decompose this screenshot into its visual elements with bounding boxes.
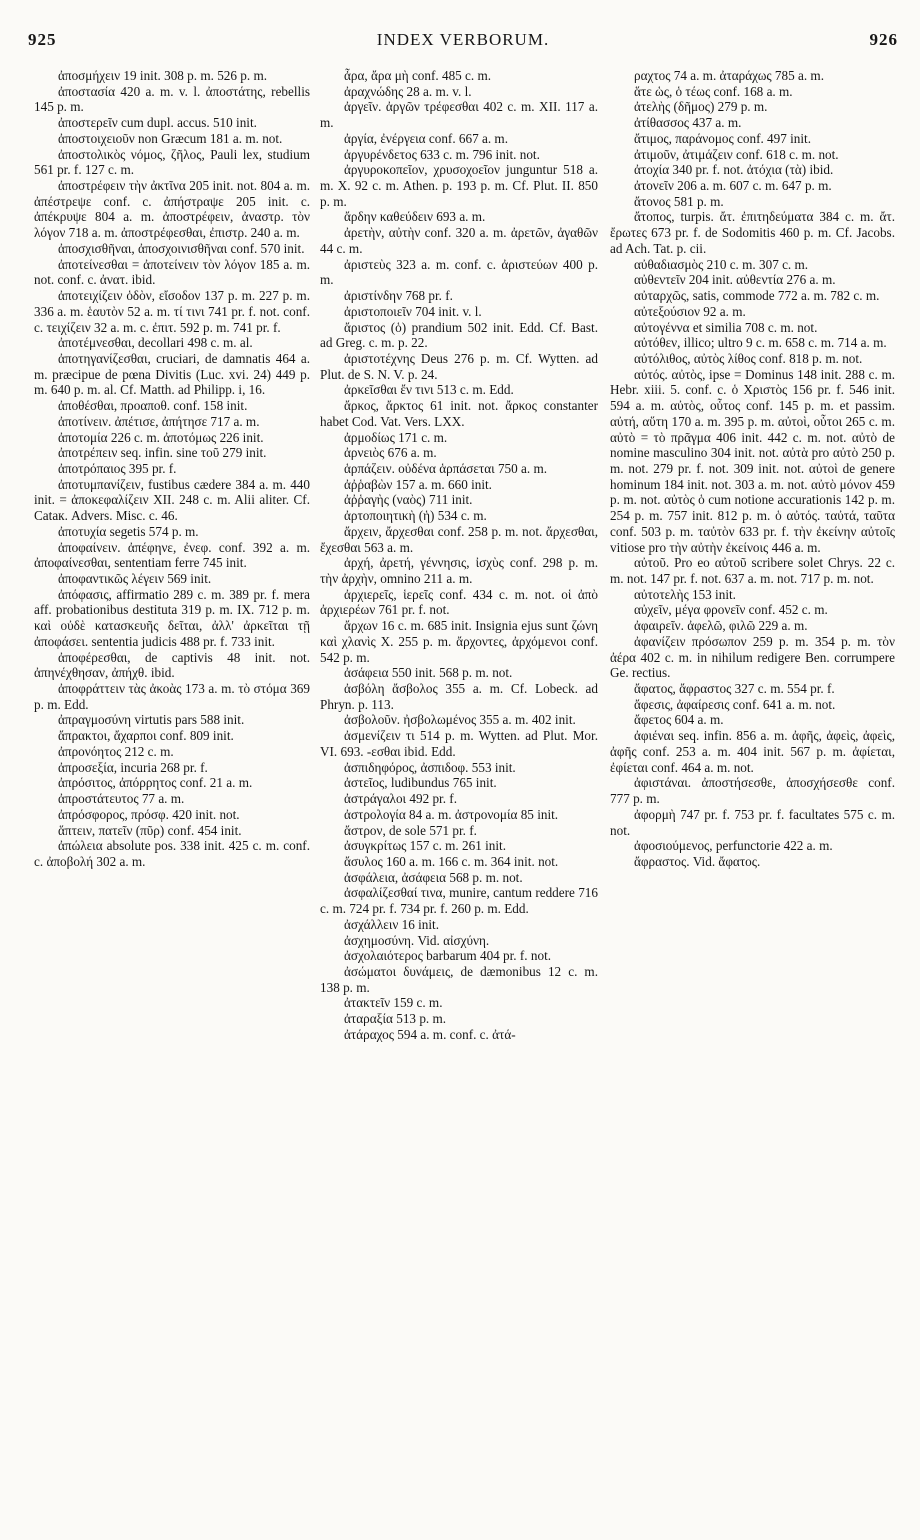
index-entry: ἁρπάζειν. οὐδένα ἁρπάσεται 750 a. m.	[344, 460, 548, 476]
index-entry: ἄριστος (ὁ) prandium 502 init. Edd. Cf. Bast. ad Greg. c. m. p. 22.	[320, 319, 598, 351]
index-entry: ἀρτοποιητικὴ (ἡ) 534 c. m.	[344, 508, 487, 524]
index-entry: ἀργεῖν. ἀργῶν τρέφεσθαι 402 c. m. XII. 117 a. m.	[320, 99, 598, 131]
index-entry: ἀποτρόπαιος 395 pr. f.	[58, 460, 177, 476]
index-entry: ἀρετὴν, αὐτὴν conf. 320 a. m. ἀρετῶν, ἀγαθῶν 44 c. m.	[320, 225, 598, 256]
index-entry: ἀπώλεια absolute pos. 338 init. 425 c. m. conf. c. ἀποβολή 302 a. m.	[34, 838, 310, 869]
index-entry: ἀταραξία 513 p. m.	[344, 1011, 447, 1027]
index-entry: ἀφιστάναι. ἀποστήσεσθε, ἀποσχήσεσθε conf. 777 p. m.	[610, 775, 895, 807]
index-entry: ἀποστοιχειοῦν non Græcum 181 a. m. not.	[58, 130, 283, 146]
index-entry: ἀτακτεῖν 159 c. m.	[344, 995, 443, 1011]
index-entry: ἀποτηγανίζεσθαι, cruciari, de damnatis 464 a. m. præcipue de pœna Divitis (Luc. xvi. 24) 449 p. m. 640 p. m. al. Cf. Matth. ad Philipp. i, 16.	[34, 350, 310, 398]
index-entry: ἀσάφεια 550 init. 568 p. m. not.	[344, 665, 513, 681]
index-entry: αὐτοτελὴς 153 init.	[634, 586, 736, 602]
index-entry: ἅπτειν, πατεῖν (πῦρ) conf. 454 init.	[58, 822, 242, 838]
index-entry: ἀφανίζειν πρόσωπον 259 p. m. 354 p. m. τὸν ἀέρα 402 c. m. in nihilum redigere Ben. corrumpere Ge. rectius.	[610, 633, 895, 681]
index-column-3	[610, 68, 895, 1530]
index-entry: ἀποφαντικῶς λέγειν 569 init.	[58, 571, 212, 586]
index-entry: αὐθαδιασμὸς 210 c. m. 307 c. m.	[634, 256, 809, 272]
index-entry: ἀποτυμπανίζειν, fustibus cædere 384 a. m. 440 init. = ἀποκεφαλίζειν XII. 248 c. m. Alii aliter. Cf. Cataк. Advers. Misc. c. 46.	[34, 476, 310, 524]
index-entry: ἀστρολογία 84 a. m. ἀστρονομία 85 init.	[344, 806, 559, 822]
index-entry: ἀποτέμνεσθαι, decollari 498 c. m. al.	[58, 335, 253, 351]
index-entry: ἄσυλος 160 a. m. 166 c. m. 364 init. not.	[344, 853, 559, 869]
index-entry: ἀποφράττειν τὰς ἀκοὰς 173 a. m. τὸ στόμα 369 p. m. Edd.	[34, 681, 310, 712]
index-entry: ἀποτρέπειν seq. infin. sine τοῦ 279 init.	[58, 445, 267, 461]
index-entry: ἀποφαίνειν. ἀπέφηνε, ἐνεφ. conf. 392 a. m. ἀποφαίνεσθαι, sententiam ferre 745 init.	[34, 539, 310, 571]
index-entry: ἀῤῥαβὼν 157 a. m. 660 init.	[344, 476, 492, 492]
index-entry: ἀποτυχία segetis 574 p. m.	[58, 523, 199, 539]
index-entry: αὐταρχῶς, satis, commode 772 a. m. 782 c. m.	[634, 288, 880, 304]
index-entry: ἀποστερεῖν cum dupl. accus. 510 init.	[58, 115, 257, 131]
index-entry: ἀσπιδηφόρος, ἀσπιδοφ. 553 init.	[344, 759, 516, 775]
index-entry: ἀποθέσθαι, προαποθ. conf. 158 init.	[58, 398, 248, 414]
index-entry: ἄφετος 604 a. m.	[634, 712, 724, 728]
index-entry: ἀποτομία 226 c. m. ἀποτόμως 226 init.	[58, 429, 264, 445]
index-entry: ἀπρόσφορος, πρόσφ. 420 init. not.	[58, 806, 240, 822]
index-entry: ἀτάραχος 594 a. m. conf. c. ἀτά-	[344, 1026, 516, 1042]
index-entry: ἀσχάλλειν 16 init.	[344, 916, 439, 932]
index-entry: ἄτοπος, turpis. ἄτ. ἐπιτηδεύματα 384 c. m. ἄτ. ἔρωτες 673 pr. f. de Sodomitis 460 p. m. Cf. Jacobs. ad Ach. Tat. p. cii.	[610, 209, 895, 256]
index-entry: ἀποτείνεσθαι = ἀποτείνειν τὸν λόγον 185 a. m. not. conf. c. ἀνατ. ibid.	[34, 256, 310, 288]
index-entry: ἄρδην καθεύδειν 693 a. m.	[344, 209, 486, 225]
index-entry: ἄφεσις, ἀφαίρεσις conf. 641 a. m. not.	[634, 696, 836, 712]
index-entry: αὐτογέννα et similia 708 c. m. not.	[634, 319, 818, 335]
index-entry: ἀποστολικὸς νόμος, ζῆλος, Pauli lex, studium 561 pr. f. 127 c. m.	[34, 146, 310, 178]
index-entry: ἀριστίνδην 768 pr. f.	[344, 288, 453, 304]
index-entry: ἀραχνώδης 28 a. m. v. l.	[344, 83, 472, 99]
running-title: INDEX VERBORUM.	[376, 30, 550, 49]
index-entry: ἀριστοποιεῖν 704 init. v. l.	[344, 303, 482, 319]
index-entry: ἀποστρέφειν τὴν ἀκτῖνα 205 init. not. 804 a. m. ἀπέστρεψε conf. c. ἀπήστραψε 205 init. c. ἀπέκρυψε 804 a. m. ἀποστρέφειν, ἀναστρ. τὸν λόγον 718 a. m. ἀποστρέφεσθαι, ἐπιστρ. 240 a. m.	[34, 178, 310, 241]
index-entry: ἀποσχισθῆναι, ἀποσχοινισθῆναι conf. 570 init.	[58, 240, 305, 256]
index-entry: ἀπροσεξία, incuria 268 pr. f.	[58, 759, 208, 775]
index-entry: ἀτονεῖν 206 a. m. 607 c. m. 647 p. m.	[634, 178, 832, 194]
index-entry: ἀτίθασσος 437 a. m.	[634, 115, 742, 131]
index-entry: ἄρχων 16 c. m. 685 init. Insignia ejus sunt ζώνη καὶ χλανὶς X. 255 p. m. ἄρχοντες, ἀρχόμενοι conf. 542 p. m.	[320, 618, 598, 665]
index-entry: ἄτιμος, παράνομος conf. 497 init.	[634, 130, 812, 146]
index-entry: ἀπρόσιτος, ἀπόρρητος conf. 21 a. m.	[58, 775, 253, 791]
index-entry: ἄρχειν, ἄρχεσθαι conf. 258 p. m. not. ἄρχεσθαι, ἔχεσθαι 563 a. m.	[320, 523, 598, 555]
index-entry: ἀργία, ἐνέργεια conf. 667 a. m.	[344, 130, 508, 146]
index-entry: ἄφραστος. Vid. ἄφατος.	[634, 853, 761, 869]
index-entry: ἀργυροκοπεῖον, χρυσοχοεῖον junguntur 518 a. m. X. 92 c. m. Athen. p. 193 p. m. Cf. Plut. II. 850 p. m.	[320, 162, 598, 209]
index-entry: ἀριστοτέχνης Deus 276 p. m. Cf. Wytten. ad Plut. de S. N. V. p. 24.	[320, 350, 598, 382]
index-entry: ἀποφέρεσθαι, de captivis 48 init. not. ἀπηνέχθησαν, ἀπήχθ. ibid.	[34, 649, 310, 681]
index-entry: ἀτοχία 340 pr. f. not. ἀτόχια (τὰ) ibid.	[634, 162, 834, 178]
running-header	[28, 30, 898, 60]
index-entry: ἀποτειχίζειν ὁδὸν, εἴσοδον 137 p. m. 227 p. m. 336 a. m. ἑαυτὸν 52 a. m. τί τινι 741 pr. f. not. conf. c. τειχίζειν 32 a. m. c. ἐπιτ. 592 p. m. 741 pr. f.	[34, 288, 310, 335]
index-entry: ἀπροστάτευτος 77 a. m.	[58, 791, 185, 807]
index-entry: ἄρκος, ἄρκτος 61 init. not. ἄρκος constanter habet Cod. Vat. Vers. LXX.	[320, 398, 598, 429]
index-entry: ἀσχολαιότερος barbarum 404 pr. f. not.	[344, 948, 552, 964]
index-entry: ἄπρακτοι, ἄχαρποι conf. 809 init.	[58, 728, 234, 744]
index-entry: ἀρχή, ἀρετή, γέννησις, ἰσχὺς conf. 298 p. m. τὴν ἀρχὴν, omnino 211 a. m.	[320, 555, 598, 586]
index-entry: ἀσμενίζειν τι 514 p. m. Wytten. ad Plut. Mor. VI. 693. -εσθαι ibid. Edd.	[320, 728, 598, 759]
index-entry: ἀποσμήχειν 19 init. 308 p. m. 526 p. m.	[58, 68, 268, 83]
index-entry: ἀφαιρεῖν. ἀφελῶ, φιλῶ 229 a. m.	[634, 618, 808, 634]
index-column-2	[320, 68, 598, 1530]
index-entry: ραχτος 74 a. m. ἀταράχως 785 a. m.	[634, 68, 824, 83]
index-entry: ἀρμοδίως 171 c. m.	[344, 429, 448, 445]
index-entry: ἀσφάλεια, ἀσάφεια 568 p. m. not.	[344, 869, 523, 885]
index-entry: αὐχεῖν, μέγα φρονεῖν conf. 452 c. m.	[634, 602, 828, 618]
index-entry: ἄφατος, ἄφραστος 327 c. m. 554 pr. f.	[634, 681, 835, 697]
index-entry: ἀφορμὴ 747 pr. f. 753 pr. f. facultates 575 c. m. not.	[610, 806, 895, 838]
index-entry: αὐτός. αὐτὸς, ipse = Dominus 148 init. 288 c. m. Hebr. xiii. 5. conf. c. ὁ Χριστὸς 156 pr. f. 546 init. 594 a. m. αὐτὸς, οὗτος conf. 145 p. m. et passim. αὐτή, αὕτη 170 a. m. 395 p. m. αὐτοὶ, οὗτοι 265 c. m. αὐτὸ = τὸ πρᾶγμα 406 init. 442 c. m. not. αὐτὸ de nomine masculino 304 init. not. αὐτὰ pro αὐτὸ 250 p. m. not. 279 pr. f. not. 309 init. not. αὐτοὶ de genere hominum 184 init. not. 303 a. m. not. αὐτὸ μόνον 459 p. m. not. αὐτὸς ὁ cum notione accurationis 142 p. m. 254 p. m. 757 init. 812 p. m. ὁ αὐτός. ταὐτά, ταῦτα conf. 503 p. m. ταὐτὸν 633 pr. f. τὴν ἐκείνην αὐτοῖς vitiose pro τὴν αὐτὴν ἐκείνοις 446 a. m.	[610, 366, 895, 555]
index-entry: αὐτοῦ. Pro eo αὐτοῦ scribere solet Chrys. 22 c. m. not. 147 pr. f. not. 637 a. m. not. 717 p. m. not.	[610, 555, 895, 586]
index-entry: ἀριστεὺς 323 a. m. conf. c. ἀριστεύων 400 p. m.	[320, 256, 598, 288]
index-entry: ἀστράγαλοι 492 pr. f.	[344, 791, 457, 807]
index-entry: ἀποτίνειν. ἀπέτισε, ἀπήτησε 717 a. m.	[58, 413, 260, 429]
index-entry: ἄτονος 581 p. m.	[634, 193, 724, 209]
index-entry: ἀσώματοι δυνάμεις, de dæmonibus 12 c. m. 138 p. m.	[320, 963, 598, 995]
index-entry: ἀσβόλη ἄσβολος 355 a. m. Cf. Lobeck. ad Phryn. p. 113.	[320, 681, 598, 712]
index-entry: ἀρνειὸς 676 a. m.	[344, 445, 437, 461]
index-entry: ἀπρονόητος 212 c. m.	[58, 743, 174, 759]
index-entry: ἀσχημοσύνη. Vid. αἰσχύνη.	[344, 932, 490, 948]
index-entry: αὐτόλιθος, αὐτὸς λίθος conf. 818 p. m. not.	[634, 350, 863, 366]
page-number-right: 926	[869, 30, 898, 49]
index-entry: ἀργυρένδετος 633 c. m. 796 init. not.	[344, 146, 540, 162]
index-entry: ἀτιμοῦν, ἀτιμάζειν conf. 618 c. m. not.	[634, 146, 839, 162]
index-entry: ἀφιέναι seq. infin. 856 a. m. ἀφῆς, ἀφεὶς, ἀφεὶς, ἀφῆς conf. 253 a. m. 404 init. 567 p. m. ἀφίεται, ἐφίεται conf. 464 a. m. not.	[610, 728, 895, 775]
index-entry: ἀῤῥαγὴς (ναὸς) 711 init.	[344, 492, 473, 508]
index-entry: ἀρχιερεῖς, ἱερεῖς conf. 434 c. m. not. οἱ ἀπὸ ἀρχιερέων 761 pr. f. not.	[320, 586, 598, 618]
index-entry: ἀσυγκρίτως 157 c. m. 261 init.	[344, 838, 506, 854]
index-entry: αὐθεντεῖν 204 init. αὐθεντία 276 a. m.	[634, 272, 836, 288]
index-entry: ἄστρον, de sole 571 pr. f.	[344, 822, 477, 838]
index-entry: ἀρκεῖσθαι ἔν τινι 513 c. m. Edd.	[344, 382, 514, 398]
index-entry: ἀστεῖος, ludibundus 765 init.	[344, 775, 497, 791]
index-entry: ἀτελὴς (δῆμος) 279 p. m.	[634, 99, 768, 115]
index-entry: ἀπόφασις, affirmatio 289 c. m. 389 pr. f. mera aff. probationibus destituta 319 p. m. IX. 712 p. m. καὶ οὐδὲ κατασκευῆς δεῖται, ἀλλ' ἀρκεῖται τῇ ἀποφάσει. sententia judicis 488 pr. f. 733 init.	[34, 586, 310, 649]
index-entry: ἀφοσιούμενος, perfunctorie 422 a. m.	[634, 838, 833, 854]
index-entry: ἀπραγμοσύνη virtutis pars 588 init.	[58, 712, 245, 728]
page-number-left: 925	[28, 30, 57, 49]
index-entry: ἅτε ὡς, ὁ τέως conf. 168 a. m.	[634, 83, 793, 99]
index-entry: ἀσφαλίζεσθαί τινα, munire, cantum reddere 716 c. m. 724 pr. f. 734 pr. f. 260 p. m. Edd.	[320, 885, 598, 917]
index-entry: ἀποστασία 420 a. m. v. l. ἀποστάτης, rebellis 145 p. m.	[34, 83, 310, 115]
index-column-1	[34, 68, 310, 1530]
index-entry: αὐτόθεν, illico; ultro 9 c. m. 658 c. m. 714 a. m.	[634, 335, 887, 351]
index-entry: αὐτεξούσιον 92 a. m.	[634, 303, 746, 319]
index-entry: ἀσβολοῦν. ἠσβολωμένος 355 a. m. 402 init.	[344, 712, 576, 728]
index-entry: ἆρα, ἄρα μὴ conf. 485 c. m.	[344, 68, 492, 83]
